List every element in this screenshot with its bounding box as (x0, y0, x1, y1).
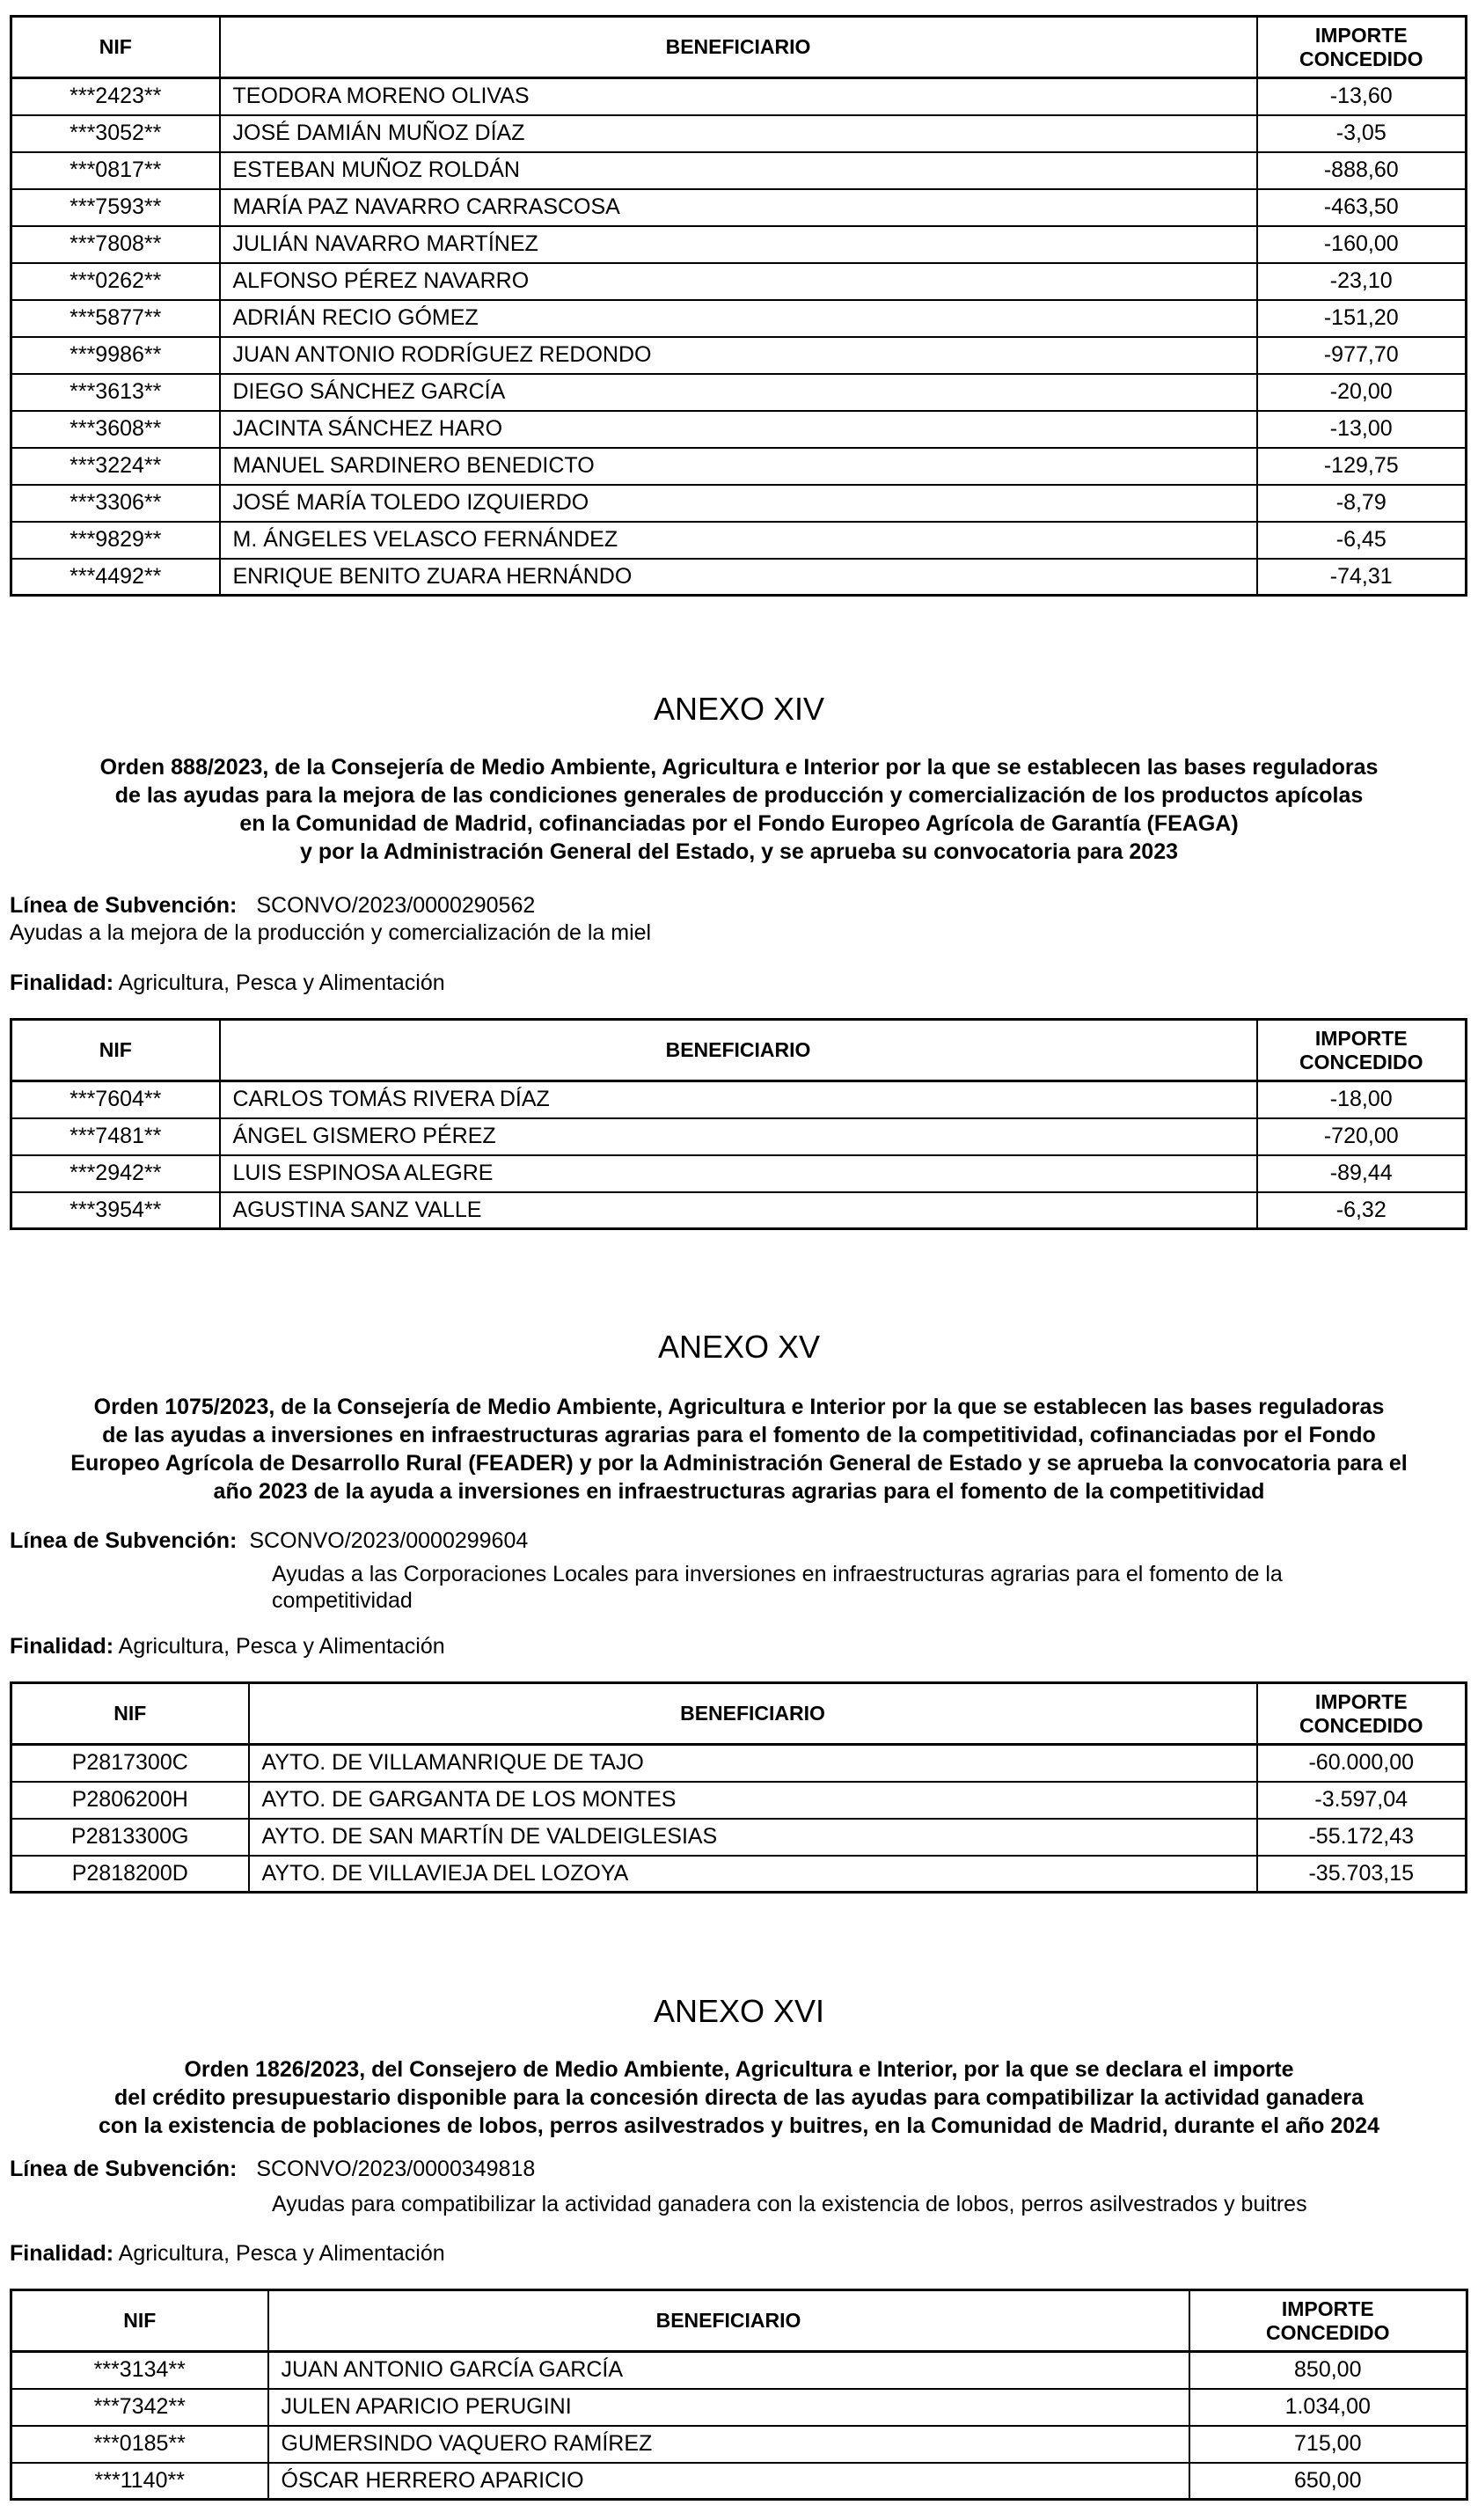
importe-cell: -8,79 (1257, 485, 1467, 522)
beneficiario-cell: JUAN ANTONIO GARCÍA GARCÍA (268, 2352, 1189, 2389)
table-row (11, 1782, 1467, 1819)
text-line: Orden 1075/2023, de la Consejería de Medio Ambiente, Agricultura e Interior por la que se establecen las bases reguladoras (93, 1395, 1385, 1419)
beneficiario-cell: GUMERSINDO VAQUERO RAMÍREZ (268, 2426, 1189, 2463)
importe-cell: -3,05 (1257, 115, 1467, 152)
nif-cell: ***3052** (11, 115, 220, 152)
nif-cell: ***3608** (11, 411, 220, 448)
nif-cell: ***7481** (11, 1118, 220, 1155)
text-line: de las ayudas para la mejora de las condiciones generales de producción y comercialización de los productos apícolas (114, 783, 1364, 808)
table-row (11, 2389, 1467, 2426)
nif-cell: ***0185** (11, 2426, 268, 2463)
beneficiario-cell: AYTO. DE VILLAMANRIQUE DE TAJO (249, 1745, 1257, 1782)
importe-cell: -6,32 (1257, 1192, 1467, 1229)
table-row (11, 115, 1467, 152)
table-row (11, 2352, 1467, 2389)
beneficiario-cell: ÓSCAR HERRERO APARICIO (268, 2463, 1189, 2500)
beneficiario-cell: JOSÉ DAMIÁN MUÑOZ DÍAZ (220, 115, 1257, 152)
anexo-xv-orden (0, 1393, 1478, 1505)
table-row (11, 522, 1467, 559)
beneficiario-cell: ENRIQUE BENITO ZUARA HERNÁNDO (220, 559, 1257, 596)
column-header-importe: IMPORTE CONCEDIDO (1257, 1020, 1467, 1081)
nif-cell: ***7342** (11, 2389, 268, 2426)
nif-cell: ***3224** (11, 448, 220, 485)
table-header-row (11, 17, 1467, 78)
table-row (11, 1856, 1467, 1893)
beneficiaries-table-continued (10, 15, 1467, 597)
table-row (11, 2463, 1467, 2500)
importe-cell: -13,60 (1257, 78, 1467, 115)
column-header-importe: IMPORTE CONCEDIDO (1257, 1683, 1467, 1745)
linea-label: Línea de Subvención: (10, 2157, 238, 2181)
table-row (11, 263, 1467, 300)
nif-cell: ***7604** (11, 1081, 220, 1118)
finalidad-label: Finalidad: (10, 971, 114, 995)
anexo-xv-linea-description (272, 1561, 1283, 1614)
table-row (11, 448, 1467, 485)
importe-cell: -977,70 (1257, 337, 1467, 374)
table-row (11, 2426, 1467, 2463)
beneficiario-cell: ADRIÁN RECIO GÓMEZ (220, 300, 1257, 337)
column-header-importe: IMPORTE CONCEDIDO (1257, 17, 1467, 78)
linea-code: SCONVO/2023/0000349818 (256, 2157, 536, 2181)
anexo-xiv-finalidad (10, 970, 445, 996)
text-line: con la existencia de poblaciones de lobos, perros asilvestrados y buitres, en la Comunidad de Madrid, durante el año 2024 (99, 2113, 1379, 2138)
table-row (11, 1155, 1467, 1192)
nif-cell: ***3306** (11, 485, 220, 522)
beneficiario-cell: AYTO. DE SAN MARTÍN DE VALDEIGLESIAS (249, 1819, 1257, 1856)
beneficiario-cell: JACINTA SÁNCHEZ HARO (220, 411, 1257, 448)
nif-cell: ***2942** (11, 1155, 220, 1192)
table-row (11, 226, 1467, 263)
importe-cell: -6,45 (1257, 522, 1467, 559)
anexo-xv-finalidad (10, 1633, 445, 1659)
beneficiario-cell: TEODORA MORENO OLIVAS (220, 78, 1257, 115)
importe-cell: -720,00 (1257, 1118, 1467, 1155)
nif-cell: ***3134** (11, 2352, 268, 2389)
beneficiario-cell: JUAN ANTONIO RODRÍGUEZ REDONDO (220, 337, 1257, 374)
nif-cell: P2813300G (11, 1819, 249, 1856)
importe-cell: -151,20 (1257, 300, 1467, 337)
anexo-xiv-title: ANEXO XIV (653, 691, 825, 727)
anexo-xvi-finalidad (10, 2240, 445, 2267)
nif-cell: ***0262** (11, 263, 220, 300)
importe-cell: -888,60 (1257, 152, 1467, 189)
importe-cell: -23,10 (1257, 263, 1467, 300)
column-header-beneficiario: BENEFICIARIO (268, 2290, 1189, 2352)
linea-label: Línea de Subvención: (10, 893, 238, 918)
text-line: y por la Administración General del Estado, y se aprueba su convocatoria para 2023 (299, 839, 1179, 864)
nif-cell: ***5877** (11, 300, 220, 337)
beneficiario-cell: DIEGO SÁNCHEZ GARCÍA (220, 374, 1257, 411)
nif-cell: ***9829** (11, 522, 220, 559)
importe-cell: -60.000,00 (1257, 1745, 1467, 1782)
anexo-xvi-linea-description: Ayudas para compatibilizar la actividad ganadera con la existencia de lobos, perros asilvestrados y buitres (272, 2192, 1307, 2216)
beneficiario-cell: MARÍA PAZ NAVARRO CARRASCOSA (220, 189, 1257, 226)
text-line: Europeo Agrícola de Desarrollo Rural (FEADER) y por la Administración General de Estado y se aprueba la convocatoria para el (70, 1451, 1408, 1476)
text-line: del crédito presupuestario disponible para la concesión directa de las ayudas para compatibilizar la actividad ganadera (114, 2085, 1364, 2110)
importe-cell: -89,44 (1257, 1155, 1467, 1192)
text-line: de las ayudas a inversiones en infraestructuras agrarias para el fomento de la competitividad, cofinanciadas por el Fondo (102, 1423, 1376, 1447)
anexo-xvi-title: ANEXO XVI (653, 1993, 825, 2029)
table-header-row (11, 1683, 1467, 1745)
importe-cell: -18,00 (1257, 1081, 1467, 1118)
anexo-xvi-orden (0, 2055, 1478, 2140)
table-row (11, 1081, 1467, 1118)
beneficiario-cell: JOSÉ MARÍA TOLEDO IZQUIERDO (220, 485, 1257, 522)
column-header-nif: NIF (11, 1683, 249, 1745)
table-row (11, 78, 1467, 115)
finalidad-value: Agricultura, Pesca y Alimentación (118, 1634, 445, 1659)
beneficiario-cell: CARLOS TOMÁS RIVERA DÍAZ (220, 1081, 1257, 1118)
importe-cell: -129,75 (1257, 448, 1467, 485)
importe-cell: 850,00 (1189, 2352, 1467, 2389)
anexo-xv-beneficiaries-table (10, 1681, 1467, 1894)
table-row (11, 559, 1467, 596)
beneficiario-cell: JULIÁN NAVARRO MARTÍNEZ (220, 226, 1257, 263)
nif-cell: P2817300C (11, 1745, 249, 1782)
table-header-row (11, 2290, 1467, 2352)
finalidad-label: Finalidad: (10, 2241, 114, 2266)
table-row (11, 189, 1467, 226)
anexo-xvi-beneficiaries-table (10, 2289, 1468, 2501)
linea-code: SCONVO/2023/0000290562 (256, 893, 536, 918)
beneficiario-cell: AYTO. DE GARGANTA DE LOS MONTES (249, 1782, 1257, 1819)
column-header-nif: NIF (11, 2290, 268, 2352)
table-row (11, 1819, 1467, 1856)
beneficiario-cell: JULEN APARICIO PERUGINI (268, 2389, 1189, 2426)
table-row (11, 485, 1467, 522)
column-header-beneficiario: BENEFICIARIO (220, 1020, 1257, 1081)
importe-cell: -20,00 (1257, 374, 1467, 411)
beneficiario-cell: ÁNGEL GISMERO PÉREZ (220, 1118, 1257, 1155)
table-header-row (11, 1020, 1467, 1081)
beneficiario-cell: ALFONSO PÉREZ NAVARRO (220, 263, 1257, 300)
column-header-importe: IMPORTE CONCEDIDO (1189, 2290, 1467, 2352)
anexo-xiv-beneficiaries-table (10, 1018, 1467, 1230)
linea-code: SCONVO/2023/0000299604 (249, 1528, 529, 1553)
beneficiario-cell: LUIS ESPINOSA ALEGRE (220, 1155, 1257, 1192)
anexo-xv-linea (10, 1527, 528, 1554)
beneficiario-cell: AYTO. DE VILLAVIEJA DEL LOZOYA (249, 1856, 1257, 1893)
nif-cell: P2806200H (11, 1782, 249, 1819)
nif-cell: ***1140** (11, 2463, 268, 2500)
table-row (11, 1118, 1467, 1155)
beneficiario-cell: M. ÁNGELES VELASCO FERNÁNDEZ (220, 522, 1257, 559)
nif-cell: ***7593** (11, 189, 220, 226)
nif-cell: ***3954** (11, 1192, 220, 1229)
text-line: Orden 1826/2023, del Consejero de Medio Ambiente, Agricultura e Interior, por la que se declara el importe (184, 2057, 1294, 2082)
text-line: Ayudas a las Corporaciones Locales para inversiones en infraestructuras agrarias para el fomento de la (272, 1562, 1283, 1586)
nif-cell: ***9986** (11, 337, 220, 374)
importe-cell: -463,50 (1257, 189, 1467, 226)
text-line: Orden 888/2023, de la Consejería de Medio Ambiente, Agricultura e Interior por la que se establecen las bases reguladoras (99, 755, 1379, 780)
nif-cell: ***3613** (11, 374, 220, 411)
column-header-beneficiario: BENEFICIARIO (220, 17, 1257, 78)
table-row (11, 374, 1467, 411)
anexo-xiv-linea-description: Ayudas a la mejora de la producción y comercialización de la miel (10, 920, 652, 945)
anexo-xvi-linea (10, 2156, 535, 2182)
importe-cell: 1.034,00 (1189, 2389, 1467, 2426)
text-line: en la Comunidad de Madrid, cofinanciadas por el Fondo Europeo Agrícola de Garantía (FEAGA) (239, 811, 1239, 836)
nif-cell: ***2423** (11, 78, 220, 115)
importe-cell: -160,00 (1257, 226, 1467, 263)
text-line: año 2023 de la ayuda a inversiones en infraestructuras agrarias para el fomento de la competitividad (213, 1479, 1265, 1504)
nif-cell: ***7808** (11, 226, 220, 263)
importe-cell: -35.703,15 (1257, 1856, 1467, 1893)
nif-cell: P2818200D (11, 1856, 249, 1893)
finalidad-value: Agricultura, Pesca y Alimentación (118, 971, 445, 995)
table-row (11, 337, 1467, 374)
table-row (11, 1745, 1467, 1782)
beneficiario-cell: MANUEL SARDINERO BENEDICTO (220, 448, 1257, 485)
linea-label: Línea de Subvención: (10, 1528, 238, 1553)
importe-cell: -74,31 (1257, 559, 1467, 596)
nif-cell: ***4492** (11, 559, 220, 596)
finalidad-label: Finalidad: (10, 1634, 114, 1659)
column-header-nif: NIF (11, 17, 220, 78)
text-line: competitividad (272, 1588, 413, 1613)
column-header-beneficiario: BENEFICIARIO (249, 1683, 1257, 1745)
importe-cell: 715,00 (1189, 2426, 1467, 2463)
table-row (11, 411, 1467, 448)
table-row (11, 1192, 1467, 1229)
importe-cell: -55.172,43 (1257, 1819, 1467, 1856)
importe-cell: -3.597,04 (1257, 1782, 1467, 1819)
anexo-xv-title: ANEXO XV (657, 1329, 821, 1365)
table-row (11, 152, 1467, 189)
anexo-xiv-linea (10, 892, 535, 919)
beneficiario-cell: AGUSTINA SANZ VALLE (220, 1192, 1257, 1229)
finalidad-value: Agricultura, Pesca y Alimentación (118, 2241, 445, 2266)
column-header-nif: NIF (11, 1020, 220, 1081)
anexo-xiv-orden (0, 753, 1478, 866)
importe-cell: 650,00 (1189, 2463, 1467, 2500)
importe-cell: -13,00 (1257, 411, 1467, 448)
table-row (11, 300, 1467, 337)
beneficiario-cell: ESTEBAN MUÑOZ ROLDÁN (220, 152, 1257, 189)
nif-cell: ***0817** (11, 152, 220, 189)
